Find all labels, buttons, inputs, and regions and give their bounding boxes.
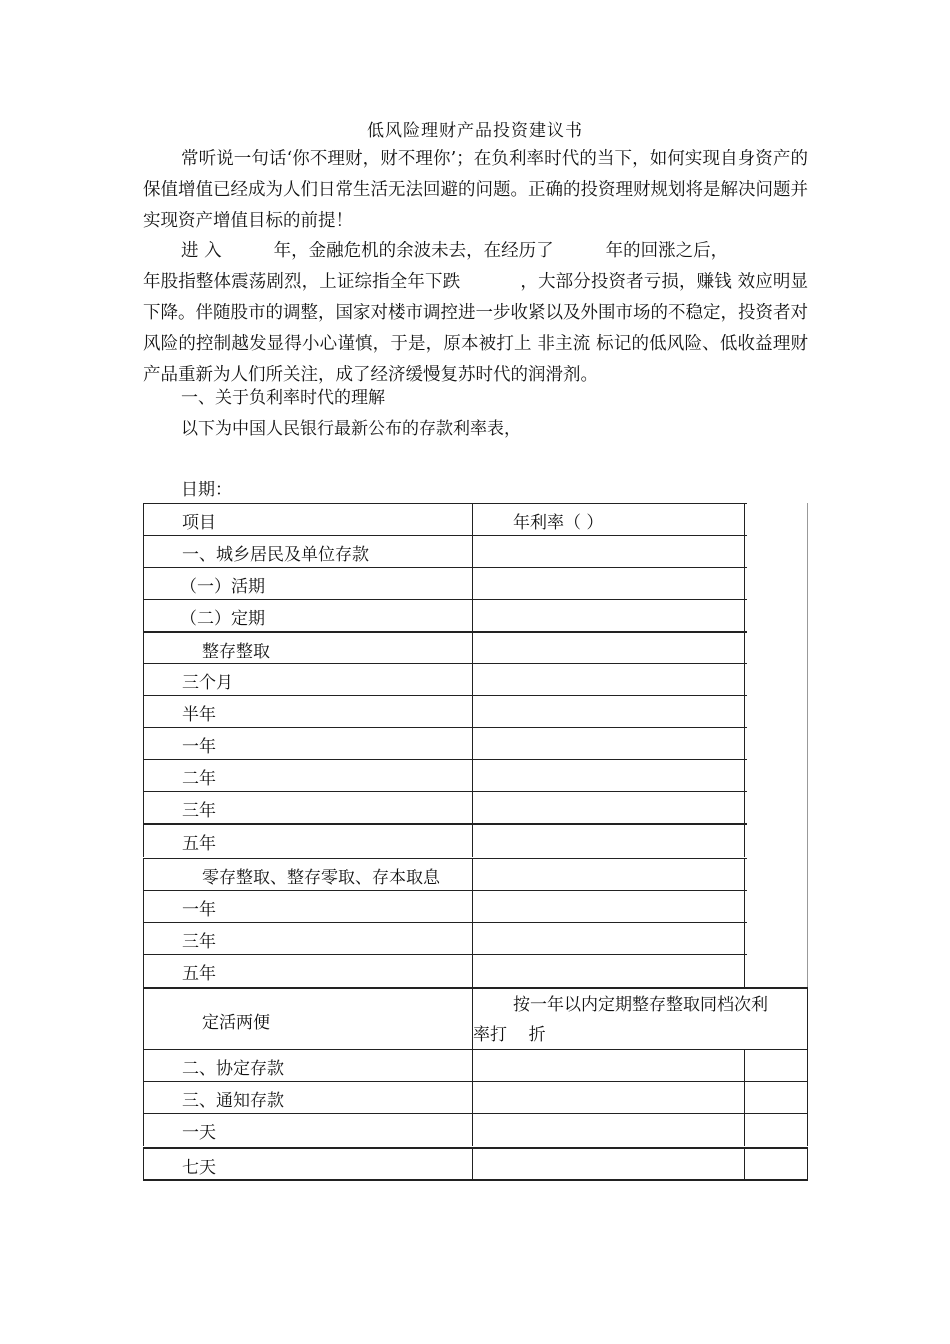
row-label: 五年 xyxy=(143,825,473,857)
table-row xyxy=(143,727,747,760)
table-row xyxy=(143,1049,808,1082)
text-fragment: ，大部分投资者亏损，赚钱 效应明显下降。伴随股市的调整，国家对楼市调控进一步收紧以及外围市场的不稳定，投资者对风险的控制越发显得小心谨慎，于是，原本被打上 非主流 标记的低风险、低收益理财产品重新为人们所关注，成了经济缓慢复苏时代的润滑剂。 xyxy=(143,272,808,385)
row-label: 三、通知存款 xyxy=(143,1082,473,1114)
row-label: 三年 xyxy=(143,792,473,824)
row-value xyxy=(473,600,745,632)
text-fragment: 进 入 xyxy=(181,241,222,261)
row-label: 定活两便 xyxy=(143,989,473,1051)
row-label: 二、协定存款 xyxy=(143,1050,473,1082)
row-value-line: 率打 折 xyxy=(473,1025,546,1045)
row-value xyxy=(473,760,745,792)
table-bottom-border xyxy=(143,1179,808,1181)
row-value xyxy=(473,792,745,824)
text-fragment: 年的回涨之后， xyxy=(605,241,729,261)
row-value xyxy=(473,1050,745,1082)
row-label: （二）定期 xyxy=(143,600,473,632)
header-rate: 年利率（ ） xyxy=(473,504,745,536)
table-row xyxy=(143,599,747,632)
table-row xyxy=(143,695,747,728)
table-row xyxy=(143,791,747,824)
row-label: 一年 xyxy=(143,891,473,923)
table-border xyxy=(807,503,808,989)
row-extra xyxy=(745,1149,808,1181)
row-value xyxy=(473,1082,745,1114)
date-label: 日期： xyxy=(181,480,232,500)
row-value-line: 按一年以内定期整存整取同档次利 xyxy=(513,995,768,1015)
header-item: 项目 xyxy=(143,504,473,536)
table-header-row xyxy=(143,503,747,536)
paragraph-market xyxy=(143,236,808,391)
table-row xyxy=(143,631,747,665)
row-extra xyxy=(745,1082,808,1114)
row-extra xyxy=(745,1114,808,1146)
table-row xyxy=(143,1113,808,1146)
section-heading: 一、关于负利率时代的理解 xyxy=(181,388,385,408)
row-label: 七天 xyxy=(143,1149,473,1181)
row-value xyxy=(473,696,745,728)
row-value xyxy=(473,825,745,857)
row-value xyxy=(473,891,745,923)
text-fragment: 年，金融危机的余波未去，在经历了 xyxy=(273,241,554,261)
row-value xyxy=(473,859,745,891)
row-label: 三个月 xyxy=(143,664,473,696)
row-label: 二年 xyxy=(143,760,473,792)
table-row xyxy=(143,858,747,891)
row-value xyxy=(473,1114,745,1146)
row-label: 一天 xyxy=(143,1114,473,1146)
table-row xyxy=(143,890,747,923)
text-fragment: 年股指整体震荡剧烈，上证综指全年下跌 xyxy=(143,272,461,292)
row-extra xyxy=(745,1050,808,1082)
row-label: 五年 xyxy=(143,955,473,987)
table-row xyxy=(143,1081,808,1114)
row-label: 零存整取、整存零取、存本取息 xyxy=(143,859,473,891)
row-label: （一）活期 xyxy=(143,568,473,600)
row-value xyxy=(473,633,745,665)
table-row xyxy=(143,535,747,568)
row-label: 一、城乡居民及单位存款 xyxy=(143,536,473,568)
table-row xyxy=(143,823,747,857)
interest-rate-table xyxy=(143,503,808,1180)
paragraph-intro: 常听说一句话‘你不理财，财不理你’；在负利率时代的当下，如何实现自身资产的保值增值已经成为人们日常生活无法回避的问题。正确的投资理财规划将是解决问题并实现资产增值目标的前提！ xyxy=(143,149,808,231)
row-label: 三年 xyxy=(143,923,473,955)
table-row xyxy=(143,922,747,955)
table-row xyxy=(143,1147,808,1181)
table-row xyxy=(143,567,747,600)
row-label: 整存整取 xyxy=(143,633,473,665)
row-value xyxy=(473,728,745,760)
row-label: 半年 xyxy=(143,696,473,728)
row-value xyxy=(473,536,745,568)
row-value xyxy=(473,923,745,955)
row-label: 一年 xyxy=(143,728,473,760)
row-value xyxy=(473,568,745,600)
row-value xyxy=(473,955,745,987)
table-row xyxy=(143,759,747,792)
row-value xyxy=(473,1149,745,1181)
document-title: 低风险理财产品投资建议书 xyxy=(367,121,583,141)
table-row-dinghuo xyxy=(143,987,808,1051)
table-row xyxy=(143,954,747,987)
table-intro: 以下为中国人民银行最新公布的存款利率表， xyxy=(181,419,521,439)
table-row xyxy=(143,663,747,696)
row-value xyxy=(473,989,808,1051)
row-value xyxy=(473,664,745,696)
